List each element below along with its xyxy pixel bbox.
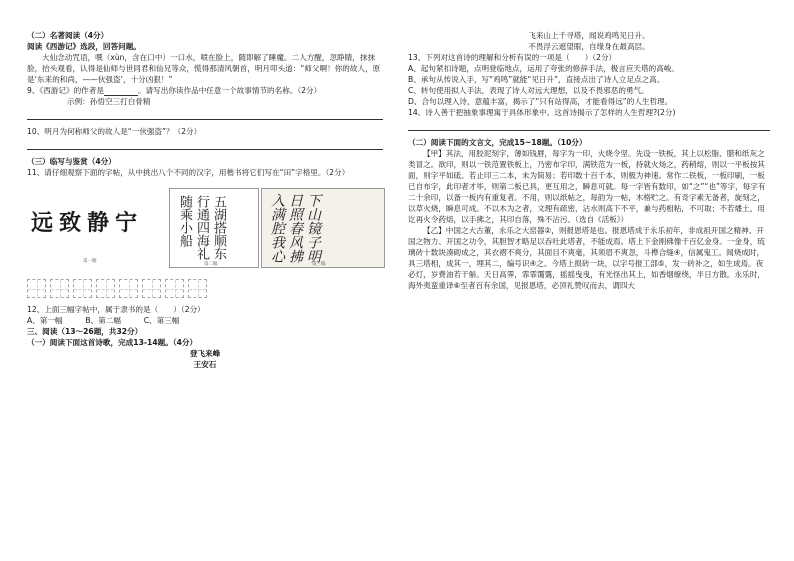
left-column (27, 30, 383, 370)
question-13: 13、下列对这首诗的理解和分析有误的一项是（ ）（2分） (408, 53, 617, 62)
author-blank[interactable] (104, 87, 138, 96)
passage-text: 大仙念动咒语，噀（xùn，含在口中）一口水，喷在脸上，随即解了睡魔。二人方醒，忽睁睛，抹抹脸，抬头观看，认得是仙师与世同君和仙兄等众，慌得那清风朝首，明月叩头道：“师父啊！你的故人，原是‘东来的和尚，——伙强盗’，十分凶狠！” (27, 53, 381, 84)
question-9 (27, 85, 383, 96)
poem-author: 王安石 (193, 360, 217, 369)
calligraphy-text-2: 五湖搭顺东行通四海礼随乘小船 (177, 195, 226, 260)
question-13-option-d: D、合句以理入诗，意蕴丰富，揭示了“只有站得高，才能看得远”的人生哲理。 (408, 97, 673, 106)
question-12-options: A、第一幅 B、第二幅 C、第三幅 (27, 316, 180, 325)
passage-jia: 【甲】其法，用胶泥刻字，薄如钱唇，每字为一印，火烧令坚。先设一铁板，其上以松脂、腊和纸灰之类冒之。欲印，则以一铁范置铁板上，乃密布字印，满铁范为一板，持就火炀之，药稍熔，则以一平板按其面，则字平如砥。若止印三二本，未为简易；若印数十百千本，则极为神速。常作二铁板，一板印刷，一板已自布字，此印者才毕，则第二板已具，更互用之，瞬息可就。每一字皆有数印，如“之”“也”等字，每字有二十余印，以备一板内有重复者。不用，则以纸帖之，每韵为一帖，木格贮之。有奇字素无备者，旋刻之，以草火烧，瞬息可成。不以木为之者，文理有疏密，沾水则高下不平，兼与药相粘，不可取；不若燔土，用讫再火令药熔，以手拂之，其印自落，殊不沾污。（选自《活板》） (408, 149, 766, 224)
question-9-rest: 。请写出你读作品中任意一个故事情节的名称。（2分） (137, 86, 322, 95)
poem-title: 登飞来峰 (189, 349, 221, 358)
caption-1: 第一幅 (83, 259, 97, 264)
classical-section-title: （二）阅读下面的文言文，完成15~18题。（10分） (408, 138, 587, 147)
question-13-option-c: C、转句使用拟人手法，表现了诗人对远大理想，以及不畏邪恶的勇气。 (408, 86, 649, 95)
reading-subsection-title: （一）阅读下面这首诗歌，完成13-14题。（4分） (27, 338, 198, 347)
passage-intro: 阅读《西游记》选段，回答问题。 (27, 42, 141, 51)
question-12: 12、上面三幅字帖中，属于隶书的是（ ）（2分） (27, 305, 205, 314)
tianzi-cell[interactable] (142, 279, 161, 298)
question-9-example: 示例：孙悟空三打白骨精 (67, 97, 151, 106)
caption-3: 第三幅 (312, 262, 326, 267)
answer-line-14[interactable] (408, 122, 770, 131)
tianzi-cell[interactable] (73, 279, 92, 298)
calligraphy-image-1 (27, 208, 165, 264)
question-9-text: 9、《西游记》的作者是 (27, 86, 104, 95)
calligraphy-image-2 (169, 188, 259, 268)
caption-2: 第二幅 (204, 262, 218, 267)
question-11: 11、请仔细观察下面的字帖，从中挑出八个不同的汉字，用楷书将它们写在“田”字格里。（2分） (27, 168, 350, 177)
question-13-option-a: A、起句紧扣诗题，点明登临地点，运用了夸张的修辞手法，极言应天塔的高峻。 (408, 64, 679, 73)
right-column (408, 30, 770, 291)
poem-line-1: 飞来山上千寻塔，闻说鸡鸣见日升。 (528, 31, 650, 40)
passage-yi: 【乙】中国之大古董，永乐之大窑器②，则报恩塔是也。报恩塔成于永乐初年，非成祖开国之精神、开国之物力、开国之功令，其胆智才略足以吞吐此塔者，不能成焉。塔上下金刚佛像千百亿金身。一金身，琉璃砖十数块凑砌成之，其衣褶不爽分，其面目不爽毫，其须眉不爽忽，斗榫合缝④，信属鬼工。闻烧成时，具三塔相，成其一，埋其二，编号识④之。今塔上损砖一块，以字号报工部⑤，发一砖补之，如生成焉。夜必灯，岁费油若干斛。天日高霁，霏霏霭霭，摇摇曳曳，有光怪出其上，如香烟缭绕，半日方散。永乐时，海外夷蛮重译⑥至者百有余国，见报恩塔，必顶礼赞叹而去，谓四大 (408, 226, 765, 290)
section3-title: （三）临写与鉴赏（4分） (27, 157, 116, 166)
question-13-option-b: B、承句从传说入手，写“鸡鸣”就能“见日升”，直接点出了诗人立足点之高。 (408, 75, 665, 84)
calligraphy-text-3: 下山镜子明日照春风拂入满腔我心 (269, 193, 321, 263)
calligraphy-image-3 (261, 188, 385, 268)
question-14: 14、诗人善于把抽象事理寓于具体形象中。这首诗揭示了怎样的人生哲理?(2分) (408, 108, 676, 117)
question-10: 10、明月为何称师父的故人是“一伙强盗”？（2分） (27, 127, 202, 136)
tianzi-cell[interactable] (96, 279, 115, 298)
tianzi-cell[interactable] (27, 279, 46, 298)
reading-section-title: 三、阅读（13～26题，共32分） (27, 327, 143, 336)
tianzi-cell[interactable] (188, 279, 207, 298)
tianzi-grid (27, 279, 383, 298)
tianzi-cell[interactable] (119, 279, 138, 298)
poem-line-2: 不畏浮云遮望眼，自缘身在最高层。 (528, 42, 650, 51)
tianzi-cell[interactable] (165, 279, 184, 298)
answer-line-10[interactable] (27, 141, 383, 150)
calligraphy-text-1: 远致静宁 (31, 210, 144, 236)
tianzi-cell[interactable] (50, 279, 69, 298)
calligraphy-samples (27, 182, 383, 277)
answer-line-9[interactable] (27, 111, 383, 120)
section2-title: （二）名著阅读（4分） (27, 31, 109, 40)
